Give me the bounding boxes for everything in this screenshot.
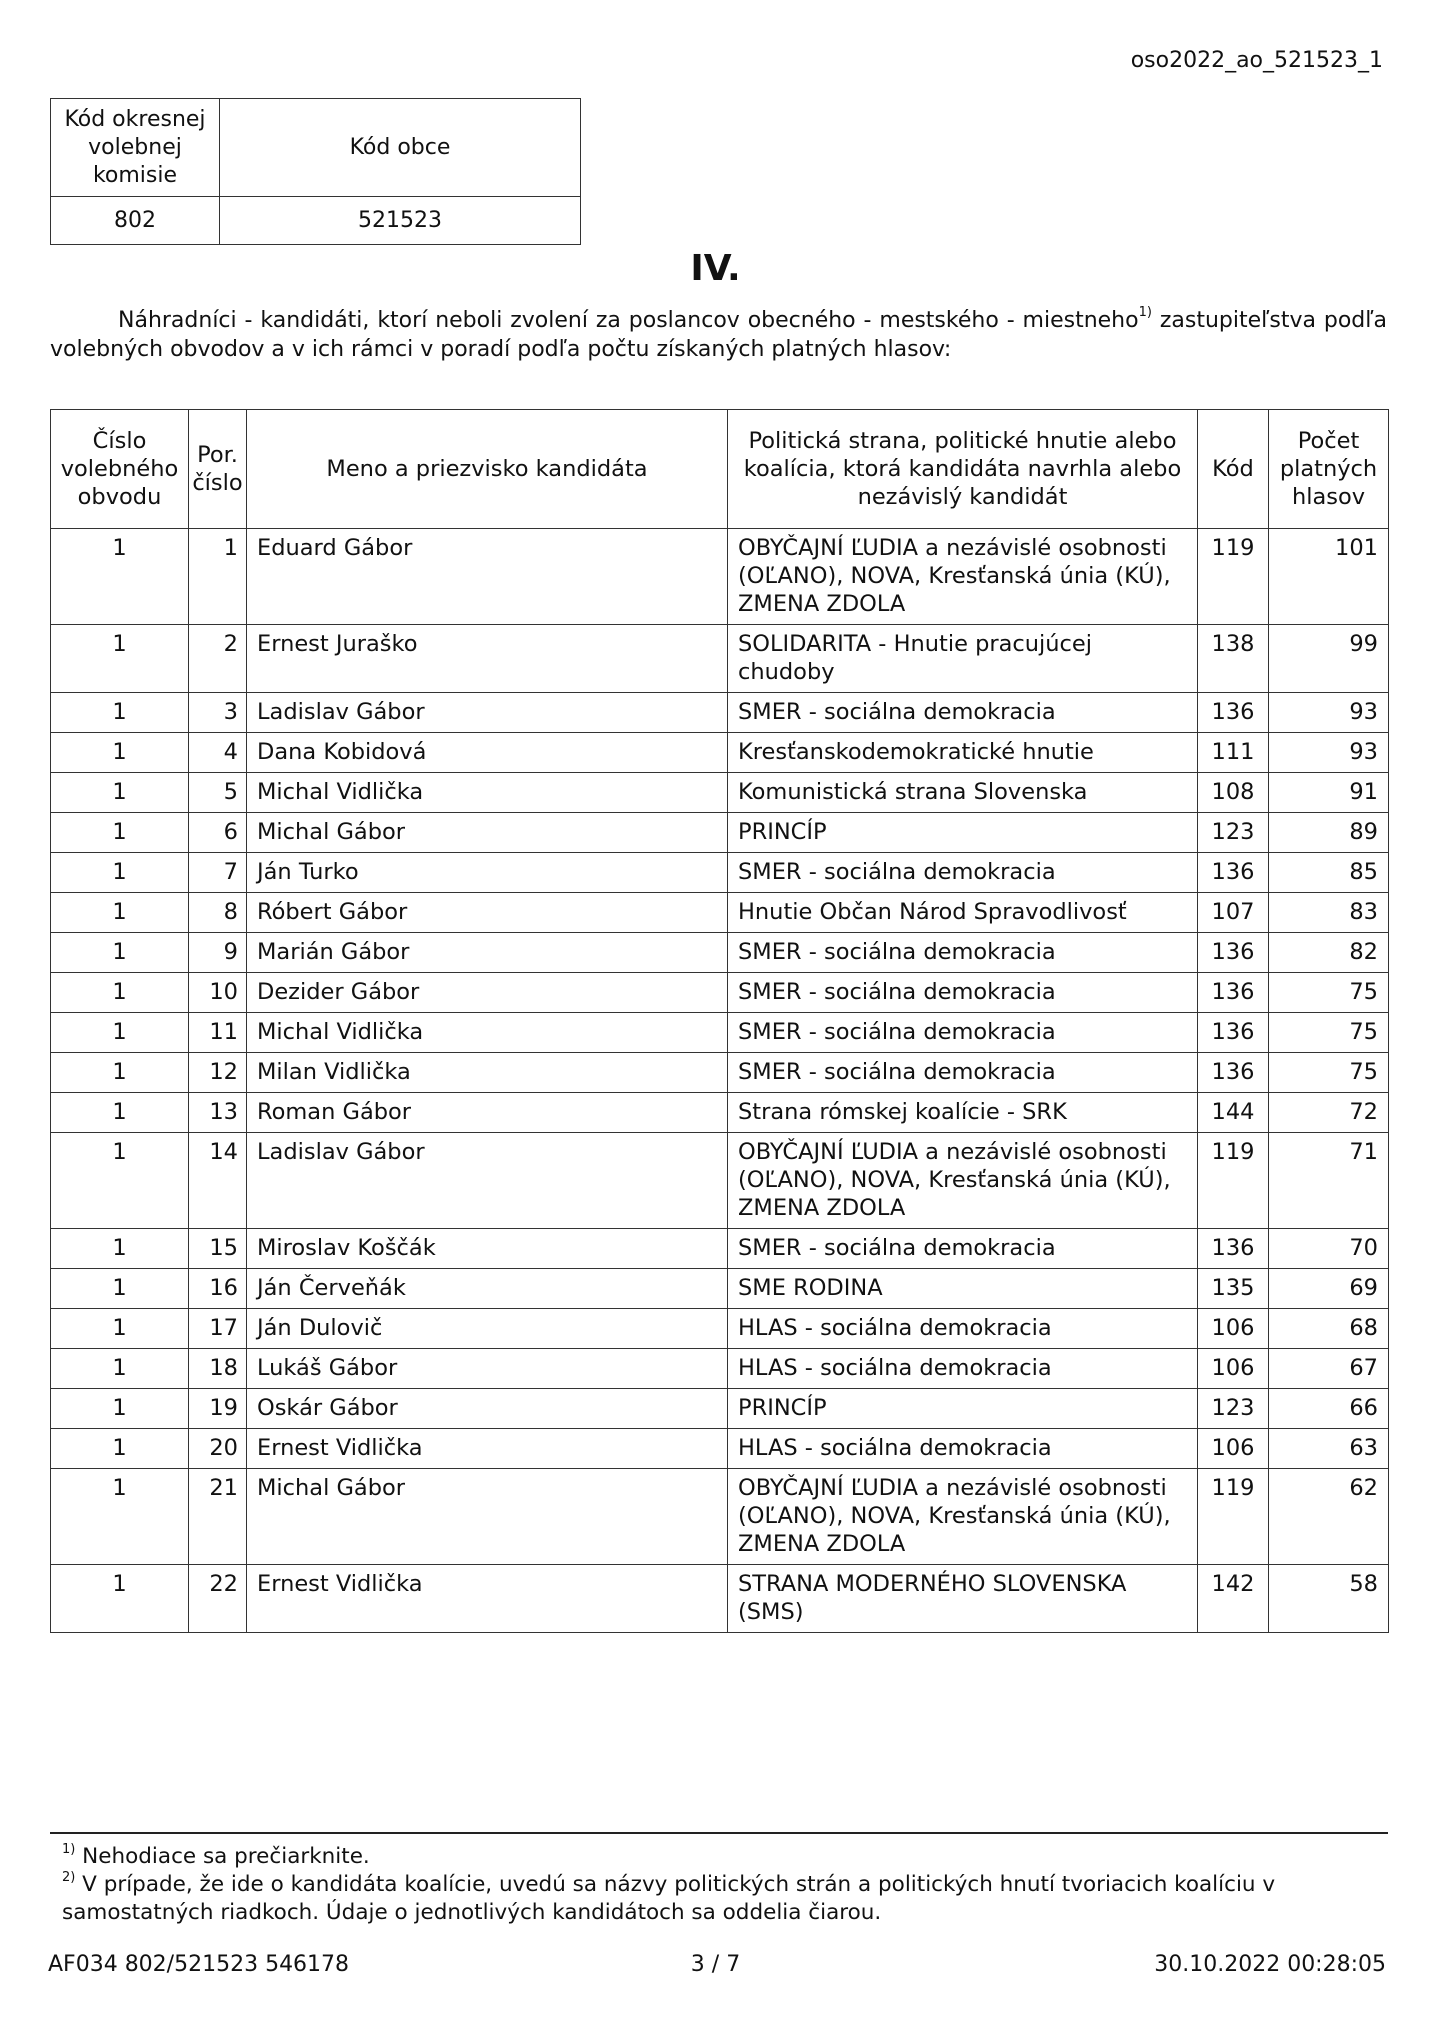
name-cell: Michal Gábor	[247, 1469, 728, 1565]
district-cell: 1	[51, 529, 189, 625]
code-cell: 106	[1198, 1349, 1269, 1389]
district-cell: 1	[51, 1013, 189, 1053]
code-cell: 136	[1198, 973, 1269, 1013]
table-row	[51, 1389, 1389, 1429]
votes-cell: 93	[1269, 693, 1389, 733]
district-cell: 1	[51, 1269, 189, 1309]
votes-cell: 70	[1269, 1229, 1389, 1269]
code-cell: 106	[1198, 1309, 1269, 1349]
name-cell: Ladislav Gábor	[247, 1133, 728, 1229]
document-id: oso2022_ao_521523_1	[1130, 48, 1383, 73]
municipality-code: 521523	[220, 197, 581, 245]
party-cell: HLAS - sociálna demokracia	[728, 1309, 1198, 1349]
district-cell: 1	[51, 1565, 189, 1633]
votes-cell: 67	[1269, 1349, 1389, 1389]
order-cell: 12	[189, 1053, 247, 1093]
order-cell: 4	[189, 733, 247, 773]
party-cell: SMER - sociálna demokracia	[728, 1013, 1198, 1053]
name-cell: Michal Vidlička	[247, 773, 728, 813]
name-cell: Miroslav Koščák	[247, 1229, 728, 1269]
name-cell: Ernest Juraško	[247, 625, 728, 693]
code-cell: 106	[1198, 1429, 1269, 1469]
table-row	[51, 813, 1389, 853]
intro-text-cont: zastupiteľstva podľa volebných obvodov a v ich rámci v poradí podľa počtu získaných platných hlasov:	[50, 308, 1388, 362]
timestamp: 30.10.2022 00:28:05	[1154, 1952, 1386, 1977]
footnote-2	[62, 1871, 1382, 1927]
footnotes	[62, 1843, 1382, 1927]
party-cell: SOLIDARITA - Hnutie pracujúcej chudoby	[728, 625, 1198, 693]
party-cell: SMER - sociálna demokracia	[728, 693, 1198, 733]
name-cell: Eduard Gábor	[247, 529, 728, 625]
party-cell: OBYČAJNÍ ĽUDIA a nezávislé osobnosti (OĽANO), NOVA, Kresťanská únia (KÚ), ZMENA ZDOLA	[728, 1469, 1198, 1565]
table-row	[51, 1053, 1389, 1093]
table-row	[51, 1133, 1389, 1229]
table-row	[51, 625, 1389, 693]
table-row	[51, 1349, 1389, 1389]
table-row	[51, 1565, 1389, 1633]
page-number: 3 / 7	[690, 1952, 741, 1977]
district-commission-code: 802	[51, 197, 220, 245]
code-cell: 144	[1198, 1093, 1269, 1133]
table-row	[51, 853, 1389, 893]
party-cell: OBYČAJNÍ ĽUDIA a nezávislé osobnosti (OĽANO), NOVA, Kresťanská únia (KÚ), ZMENA ZDOLA	[728, 1133, 1198, 1229]
candidates-table	[50, 409, 1389, 1633]
order-cell: 1	[189, 529, 247, 625]
district-cell: 1	[51, 625, 189, 693]
order-cell: 21	[189, 1469, 247, 1565]
table-row	[51, 733, 1389, 773]
district-cell: 1	[51, 893, 189, 933]
order-cell: 16	[189, 1269, 247, 1309]
votes-cell: 101	[1269, 529, 1389, 625]
party-cell: Strana rómskej koalície - SRK	[728, 1093, 1198, 1133]
party-cell: SMER - sociálna demokracia	[728, 933, 1198, 973]
footnote-text: Nehodiace sa prečiarknite.	[75, 1844, 370, 1869]
table-row	[51, 893, 1389, 933]
intro-text: Náhradníci - kandidáti, ktorí neboli zvolení za poslancov obecného - mestského - miestneho	[118, 308, 1139, 333]
intro-paragraph	[50, 306, 1387, 364]
order-cell: 13	[189, 1093, 247, 1133]
name-cell: Michal Vidlička	[247, 1013, 728, 1053]
votes-cell: 89	[1269, 813, 1389, 853]
votes-cell: 72	[1269, 1093, 1389, 1133]
order-cell: 20	[189, 1429, 247, 1469]
votes-cell: 62	[1269, 1469, 1389, 1565]
footnote-ref: 1)	[1138, 305, 1152, 320]
district-cell: 1	[51, 1133, 189, 1229]
table-row	[51, 529, 1389, 625]
district-cell: 1	[51, 693, 189, 733]
table-row	[51, 1229, 1389, 1269]
code-cell: 136	[1198, 693, 1269, 733]
table-row	[51, 1093, 1389, 1133]
code-cell: 119	[1198, 529, 1269, 625]
name-cell: Michal Gábor	[247, 813, 728, 853]
district-cell: 1	[51, 1309, 189, 1349]
votes-cell: 75	[1269, 1053, 1389, 1093]
order-cell: 15	[189, 1229, 247, 1269]
code-cell: 136	[1198, 1013, 1269, 1053]
party-cell: SMER - sociálna demokracia	[728, 1053, 1198, 1093]
table-row	[51, 773, 1389, 813]
votes-cell: 63	[1269, 1429, 1389, 1469]
party-cell: SMER - sociálna demokracia	[728, 853, 1198, 893]
votes-cell: 85	[1269, 853, 1389, 893]
district-cell: 1	[51, 1053, 189, 1093]
party-cell: PRINCÍP	[728, 1389, 1198, 1429]
order-cell: 10	[189, 973, 247, 1013]
col-header-district: Číslo volebného obvodu	[51, 410, 189, 529]
table-row	[51, 933, 1389, 973]
order-cell: 8	[189, 893, 247, 933]
name-cell: Roman Gábor	[247, 1093, 728, 1133]
footnote-text: V prípade, že ide o kandidáta koalície, uvedú sa názvy politických strán a politických hnutí tvoriacich koalíciu v samostatných riadkoch. Údaje o jednotlivých kandidátoch sa oddelia čiarou.	[62, 1872, 1276, 1925]
district-cell: 1	[51, 773, 189, 813]
votes-cell: 71	[1269, 1133, 1389, 1229]
district-cell: 1	[51, 1349, 189, 1389]
header-district-commission-code: Kód okresnej volebnej komisie	[51, 99, 220, 197]
name-cell: Marián Gábor	[247, 933, 728, 973]
order-cell: 11	[189, 1013, 247, 1053]
votes-cell: 91	[1269, 773, 1389, 813]
party-cell: SMER - sociálna demokracia	[728, 1229, 1198, 1269]
order-cell: 17	[189, 1309, 247, 1349]
code-cell: 136	[1198, 1053, 1269, 1093]
footnote-1	[62, 1843, 1382, 1871]
col-header-votes: Počet platných hlasov	[1269, 410, 1389, 529]
table-row	[51, 1469, 1389, 1565]
votes-cell: 75	[1269, 1013, 1389, 1053]
order-cell: 3	[189, 693, 247, 733]
codes-table	[50, 98, 581, 245]
district-cell: 1	[51, 853, 189, 893]
code-cell: 136	[1198, 853, 1269, 893]
votes-cell: 58	[1269, 1565, 1389, 1633]
name-cell: Lukáš Gábor	[247, 1349, 728, 1389]
code-cell: 111	[1198, 733, 1269, 773]
name-cell: Dezider Gábor	[247, 973, 728, 1013]
col-header-order: Por. číslo	[189, 410, 247, 529]
name-cell: Ernest Vidlička	[247, 1429, 728, 1469]
code-cell: 136	[1198, 933, 1269, 973]
order-cell: 9	[189, 933, 247, 973]
name-cell: Milan Vidlička	[247, 1053, 728, 1093]
district-cell: 1	[51, 1093, 189, 1133]
code-cell: 138	[1198, 625, 1269, 693]
district-cell: 1	[51, 733, 189, 773]
party-cell: HLAS - sociálna demokracia	[728, 1349, 1198, 1389]
name-cell: Ján Turko	[247, 853, 728, 893]
party-cell: Hnutie Občan Národ Spravodlivosť	[728, 893, 1198, 933]
form-reference: AF034 802/521523 546178	[48, 1952, 350, 1977]
votes-cell: 66	[1269, 1389, 1389, 1429]
district-cell: 1	[51, 1429, 189, 1469]
district-cell: 1	[51, 973, 189, 1013]
votes-cell: 68	[1269, 1309, 1389, 1349]
order-cell: 5	[189, 773, 247, 813]
district-cell: 1	[51, 1389, 189, 1429]
name-cell: Ernest Vidlička	[247, 1565, 728, 1633]
footnote-mark: 2)	[62, 1870, 76, 1885]
district-cell: 1	[51, 1469, 189, 1565]
district-cell: 1	[51, 933, 189, 973]
code-cell: 119	[1198, 1469, 1269, 1565]
name-cell: Dana Kobidová	[247, 733, 728, 773]
code-cell: 123	[1198, 813, 1269, 853]
party-cell: Komunistická strana Slovenska	[728, 773, 1198, 813]
table-row	[51, 1269, 1389, 1309]
order-cell: 18	[189, 1349, 247, 1389]
name-cell: Ladislav Gábor	[247, 693, 728, 733]
col-header-party: Politická strana, politické hnutie alebo koalícia, ktorá kandidáta navrhla alebo nezávislý kandidát	[728, 410, 1198, 529]
party-cell: STRANA MODERNÉHO SLOVENSKA (SMS)	[728, 1565, 1198, 1633]
votes-cell: 69	[1269, 1269, 1389, 1309]
votes-cell: 82	[1269, 933, 1389, 973]
code-cell: 119	[1198, 1133, 1269, 1229]
party-cell: PRINCÍP	[728, 813, 1198, 853]
header-municipality-code: Kód obce	[220, 99, 581, 197]
table-row	[51, 1309, 1389, 1349]
district-cell: 1	[51, 1229, 189, 1269]
party-cell: HLAS - sociálna demokracia	[728, 1429, 1198, 1469]
party-cell: SMER - sociálna demokracia	[728, 973, 1198, 1013]
party-cell: OBYČAJNÍ ĽUDIA a nezávislé osobnosti (OĽANO), NOVA, Kresťanská únia (KÚ), ZMENA ZDOLA	[728, 529, 1198, 625]
order-cell: 6	[189, 813, 247, 853]
footnote-divider	[50, 1832, 1388, 1834]
table-row	[51, 973, 1389, 1013]
order-cell: 14	[189, 1133, 247, 1229]
code-cell: 123	[1198, 1389, 1269, 1429]
order-cell: 7	[189, 853, 247, 893]
district-cell: 1	[51, 813, 189, 853]
table-row	[51, 1429, 1389, 1469]
party-cell: SME RODINA	[728, 1269, 1198, 1309]
col-header-code: Kód	[1198, 410, 1269, 529]
name-cell: Ján Červeňák	[247, 1269, 728, 1309]
votes-cell: 83	[1269, 893, 1389, 933]
order-cell: 22	[189, 1565, 247, 1633]
party-cell: Kresťanskodemokratické hnutie	[728, 733, 1198, 773]
code-cell: 136	[1198, 1229, 1269, 1269]
code-cell: 142	[1198, 1565, 1269, 1633]
name-cell: Oskár Gábor	[247, 1389, 728, 1429]
code-cell: 135	[1198, 1269, 1269, 1309]
order-cell: 2	[189, 625, 247, 693]
table-header-row	[51, 410, 1389, 529]
name-cell: Róbert Gábor	[247, 893, 728, 933]
table-row	[51, 693, 1389, 733]
code-cell: 108	[1198, 773, 1269, 813]
order-cell: 19	[189, 1389, 247, 1429]
code-cell: 107	[1198, 893, 1269, 933]
votes-cell: 99	[1269, 625, 1389, 693]
votes-cell: 93	[1269, 733, 1389, 773]
name-cell: Ján Dulovič	[247, 1309, 728, 1349]
votes-cell: 75	[1269, 973, 1389, 1013]
table-row	[51, 1013, 1389, 1053]
col-header-name: Meno a priezvisko kandidáta	[247, 410, 728, 529]
section-title: IV.	[690, 248, 741, 289]
footnote-mark: 1)	[62, 1842, 76, 1857]
